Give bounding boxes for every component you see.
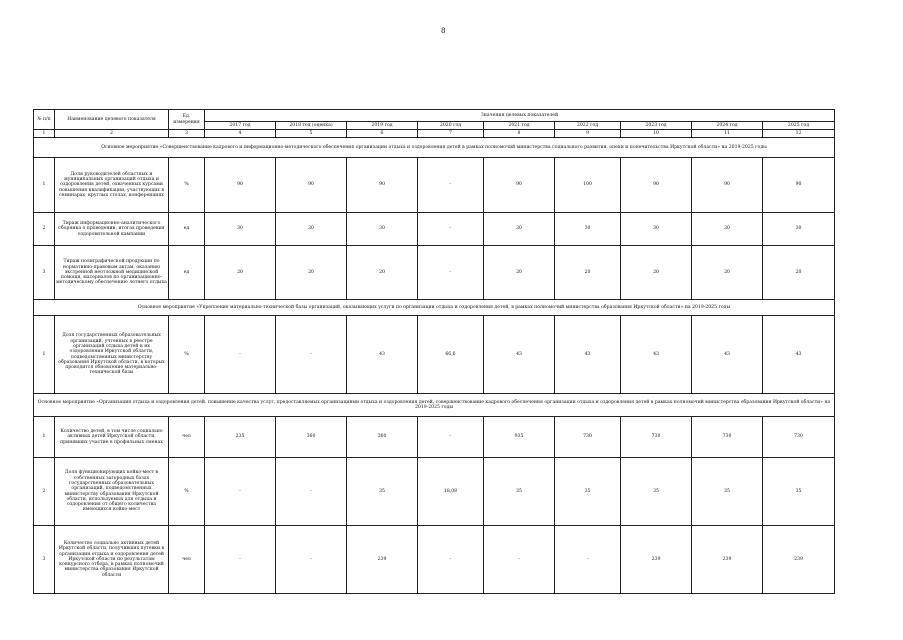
header-year: 2022 год: [555, 122, 621, 130]
indicator-unit: ед: [169, 213, 205, 246]
indicator-value: 30: [621, 213, 692, 246]
indicator-value: 20: [205, 246, 276, 300]
indicator-value: 20: [484, 246, 555, 300]
indicator-row: [34, 526, 835, 594]
indicator-value: 90: [276, 158, 347, 213]
target-indicators-table: [33, 109, 835, 594]
indicator-value: 30: [347, 213, 418, 246]
indicator-value: 43: [347, 316, 418, 394]
indicator-value: 30: [555, 213, 621, 246]
header-year: 2018 год (оценка): [276, 122, 347, 130]
indicator-value: 239: [763, 526, 835, 594]
indicator-value: 35: [347, 458, 418, 526]
indicator-value: 20: [555, 246, 621, 300]
header-values-group: Значения целевых показателей: [205, 110, 835, 122]
indicator-number: 1: [34, 417, 55, 458]
header-row-1: [34, 110, 835, 122]
indicator-value: 90: [763, 158, 835, 213]
indicator-value: -: [418, 246, 484, 300]
indicator-value: 30: [276, 213, 347, 246]
indicator-value: 239: [347, 526, 418, 594]
indicator-value: 43: [763, 316, 835, 394]
indicator-row: [34, 158, 835, 213]
indicator-value: 43: [555, 316, 621, 394]
indicator-value: 935: [484, 417, 555, 458]
indicator-value: -: [205, 316, 276, 394]
indicator-value: 90: [621, 158, 692, 213]
header-year: 2023 год: [621, 122, 692, 130]
section-row: [34, 300, 835, 316]
indicator-value: -: [418, 213, 484, 246]
header-year: 2025 год: [763, 122, 835, 130]
indicator-value: 239: [692, 526, 763, 594]
section-title: Основное мероприятие «Совершенствование кадрового и информационно-методического обеспечения организации отдыха и оздоровления детей в рамках полномочий министерства социального развития, опеки и попечительства Иркутской области» на 2019-2025 годы: [34, 138, 835, 158]
indicator-value: 360: [347, 417, 418, 458]
indicator-value: 90: [484, 158, 555, 213]
indicator-value: 35: [763, 458, 835, 526]
indicator-value: 20: [276, 246, 347, 300]
section-title: Основное мероприятие «Укрепление материально-технической базы организаций, оказывающих услуги по организации отдыха и оздоровления детей, в рамках полномочий министерства образования Иркутской области» на 2019-2025 годы: [34, 300, 835, 316]
indicator-value: -: [418, 417, 484, 458]
indicator-value: 235: [205, 417, 276, 458]
indicator-name: Доля государственных образовательных организаций, учтенных в реестре организаций отдыха детей и их оздоровления Иркутской области, подведомственных министерству образования Иркутской области, в которых проводится обновление материально-технической базы: [55, 316, 169, 394]
header-year: 2019 год: [347, 122, 418, 130]
indicator-row: [34, 417, 835, 458]
column-number: 11: [692, 130, 763, 138]
indicator-value: 20: [621, 246, 692, 300]
indicator-value: 35: [555, 458, 621, 526]
indicator-name: Доля руководителей областных и муниципальных организаций отдыха и оздоровления детей, охваченных курсами повышения квалификации, участвующих в семинарах, круглых столах, конференциях: [55, 158, 169, 213]
indicator-value: 239: [621, 526, 692, 594]
indicator-number: 3: [34, 246, 55, 300]
indicator-value: -: [205, 526, 276, 594]
indicator-value: -: [276, 316, 347, 394]
section-row: [34, 394, 835, 417]
indicator-value: -: [418, 158, 484, 213]
indicator-number: 1: [34, 158, 55, 213]
indicator-value: 30: [484, 213, 555, 246]
indicator-value: -: [418, 526, 484, 594]
indicator-value: 90: [205, 158, 276, 213]
indicator-row: [34, 458, 835, 526]
indicator-name: Количество детей, в том числе социально активных детей Иркутской области, принявших участие в профильных сменах: [55, 417, 169, 458]
indicator-value: 20: [347, 246, 418, 300]
section-title: Основное мероприятие «Организация отдыха и оздоровления детей, повышение качества услуг, предоставляемых организациями отдыха и оздоровления детей, совершенствование кадрового обеспечения организации отдыха и оздоровления детей в рамках полномочий министерства образования Иркутской области» на 2019-2025 годы: [34, 394, 835, 417]
indicator-value: -: [484, 526, 555, 594]
indicator-value: 43: [692, 316, 763, 394]
column-number: 10: [621, 130, 692, 138]
indicator-value: 730: [763, 417, 835, 458]
indicator-number: 2: [34, 458, 55, 526]
header-year: 2024 год: [692, 122, 763, 130]
indicator-value: 18,08: [418, 458, 484, 526]
indicator-row: [34, 246, 835, 300]
indicator-name: Количество социально активных детей Иркутской области, получивших путевки в организации отдыха и оздоровления детей Иркутской области по результатам конкурсного отбора, в рамках полномочий министерства образования Иркутской области: [55, 526, 169, 594]
indicator-value: -: [205, 458, 276, 526]
column-number: 4: [205, 130, 276, 138]
column-number: 5: [276, 130, 347, 138]
indicator-value: 30: [692, 213, 763, 246]
indicator-value: 35: [621, 458, 692, 526]
indicator-unit: чел: [169, 526, 205, 594]
indicator-name: Тираж полиграфической продукции по нормативно-правовым актам, оказанию экстренной неотложной медицинской помощи, материалов по организационно-методическому обеспечению летнего отдыха: [55, 246, 169, 300]
indicator-name: Тираж информационно-аналитического сборника о проведении, итогах проведения оздоровительной кампании: [55, 213, 169, 246]
indicator-value: -: [276, 458, 347, 526]
indicator-value: 43: [484, 316, 555, 394]
header-name: Наименование целевого показателя: [55, 110, 169, 130]
indicator-value: 90: [692, 158, 763, 213]
column-number: 12: [763, 130, 835, 138]
indicator-value: 360: [276, 417, 347, 458]
section-row: [34, 138, 835, 158]
indicator-value: 20: [692, 246, 763, 300]
indicator-value: 43: [621, 316, 692, 394]
indicator-value: 35: [484, 458, 555, 526]
header-year: 2020 год: [418, 122, 484, 130]
column-number: 8: [484, 130, 555, 138]
indicator-value: 730: [692, 417, 763, 458]
indicator-unit: %: [169, 316, 205, 394]
header-num: № п/п: [34, 110, 55, 130]
indicator-value: -: [555, 526, 621, 594]
indicator-value: 100: [555, 158, 621, 213]
indicator-value: 30: [205, 213, 276, 246]
indicator-value: 90: [347, 158, 418, 213]
column-number: 1: [34, 130, 55, 138]
indicator-row: [34, 213, 835, 246]
indicator-value: 730: [621, 417, 692, 458]
indicator-value: 20: [763, 246, 835, 300]
header-unit: Ед. измерения: [169, 110, 205, 130]
page-number: 8: [441, 27, 446, 35]
indicator-number: 1: [34, 316, 55, 394]
indicator-number: 3: [34, 526, 55, 594]
indicator-number: 2: [34, 213, 55, 246]
indicator-value: 66,6: [418, 316, 484, 394]
indicator-name: Доля функционирующих койко-мест в собственных загородных базах государственных образовательных организаций, подведомственных министерству образования Иркутской области, используемых для отдыха и оздоровления от общего количества имеющихся койко-мест: [55, 458, 169, 526]
column-number: 9: [555, 130, 621, 138]
column-number: 6: [347, 130, 418, 138]
indicator-value: 35: [692, 458, 763, 526]
header-year: 2017 год: [205, 122, 276, 130]
column-number: 7: [418, 130, 484, 138]
column-numbers-row: [34, 130, 835, 138]
column-number: 2: [55, 130, 169, 138]
header-year: 2021 год: [484, 122, 555, 130]
indicator-unit: ед: [169, 246, 205, 300]
indicator-row: [34, 316, 835, 394]
indicator-unit: чел: [169, 417, 205, 458]
indicator-value: 730: [555, 417, 621, 458]
indicator-unit: %: [169, 458, 205, 526]
indicator-value: 30: [763, 213, 835, 246]
indicator-value: -: [276, 526, 347, 594]
indicator-unit: %: [169, 158, 205, 213]
column-number: 3: [169, 130, 205, 138]
